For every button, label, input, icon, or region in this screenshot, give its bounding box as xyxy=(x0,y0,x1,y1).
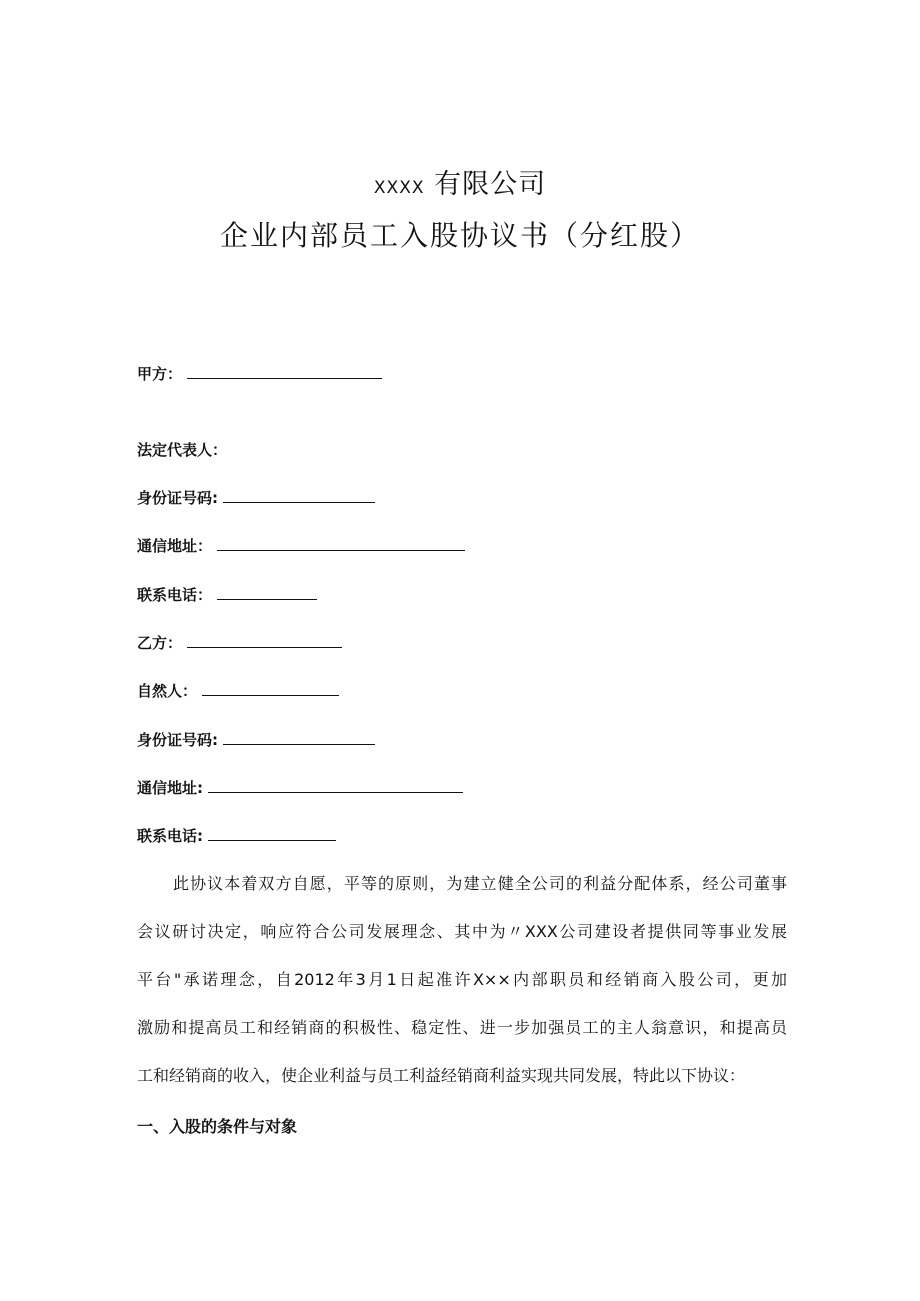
party-a-label: 甲方： xyxy=(137,365,183,383)
party-a-address-blank[interactable] xyxy=(217,535,465,551)
section-heading: 一、入股的条件与对象 xyxy=(137,1117,298,1136)
party-b-address-label: 通信地址: xyxy=(137,779,203,797)
representative-field xyxy=(137,439,227,461)
party-b-phone-blank[interactable] xyxy=(208,825,336,841)
party-b-phone-label: 联系电话: xyxy=(137,827,203,845)
representative-label: 法定代表人： xyxy=(137,441,228,459)
party-b-blank[interactable] xyxy=(187,632,342,648)
party-a-id-blank[interactable] xyxy=(223,487,375,503)
party-a-field xyxy=(137,363,382,385)
company-suffix: 有限公司 xyxy=(434,169,547,200)
party-b-label: 乙方： xyxy=(137,634,183,652)
company-name xyxy=(0,162,920,201)
party-a-phone-label: 联系电话： xyxy=(137,586,213,604)
natural-person-label: 自然人： xyxy=(137,682,198,700)
natural-person-field xyxy=(137,680,339,702)
party-b-address-field xyxy=(137,777,463,799)
agreement-preamble xyxy=(137,860,787,1100)
party-a-phone-field xyxy=(137,584,317,606)
preamble-line-2: 会议研讨决定，响应符合公司发展理念、其中为〃XXX公司建设者提供同等事业发展 xyxy=(137,922,787,941)
preamble-line-1: 此协议本着双方自愿，平等的原则，为建立健全公司的利益分配体系，经公司董事 xyxy=(173,874,787,893)
preamble-line-5: 工和经销商的收入，使企业利益与员工利益经销商利益实现共同发展，特此以下协议： xyxy=(137,1066,746,1085)
document-title: 企业内部员工入股协议书（分红股） xyxy=(219,219,700,252)
party-b-address-blank[interactable] xyxy=(208,777,463,793)
party-a-address-field xyxy=(137,535,465,557)
party-a-id-label: 身份证号码: xyxy=(137,489,218,507)
party-a-id-field xyxy=(137,487,375,509)
preamble-line-4: 激励和提高员工和经销商的积极性、稳定性、进一步加强员工的主人翁意识，和提高员 xyxy=(137,1018,787,1037)
party-b-id-field xyxy=(137,729,375,751)
party-b-id-label: 身份证号码: xyxy=(137,731,218,749)
party-b-field xyxy=(137,632,342,654)
party-a-phone-blank[interactable] xyxy=(217,584,317,600)
party-a-address-label: 通信地址： xyxy=(137,537,213,555)
company-prefix: XXXX xyxy=(373,178,425,198)
natural-person-blank[interactable] xyxy=(202,680,339,696)
party-b-id-blank[interactable] xyxy=(223,729,375,745)
party-b-phone-field xyxy=(137,825,336,847)
party-a-blank[interactable] xyxy=(187,363,382,379)
preamble-line-3: 平台"承诺理念，自2012年3月1日起准许X××内部职员和经销商入股公司，更加 xyxy=(137,970,787,989)
